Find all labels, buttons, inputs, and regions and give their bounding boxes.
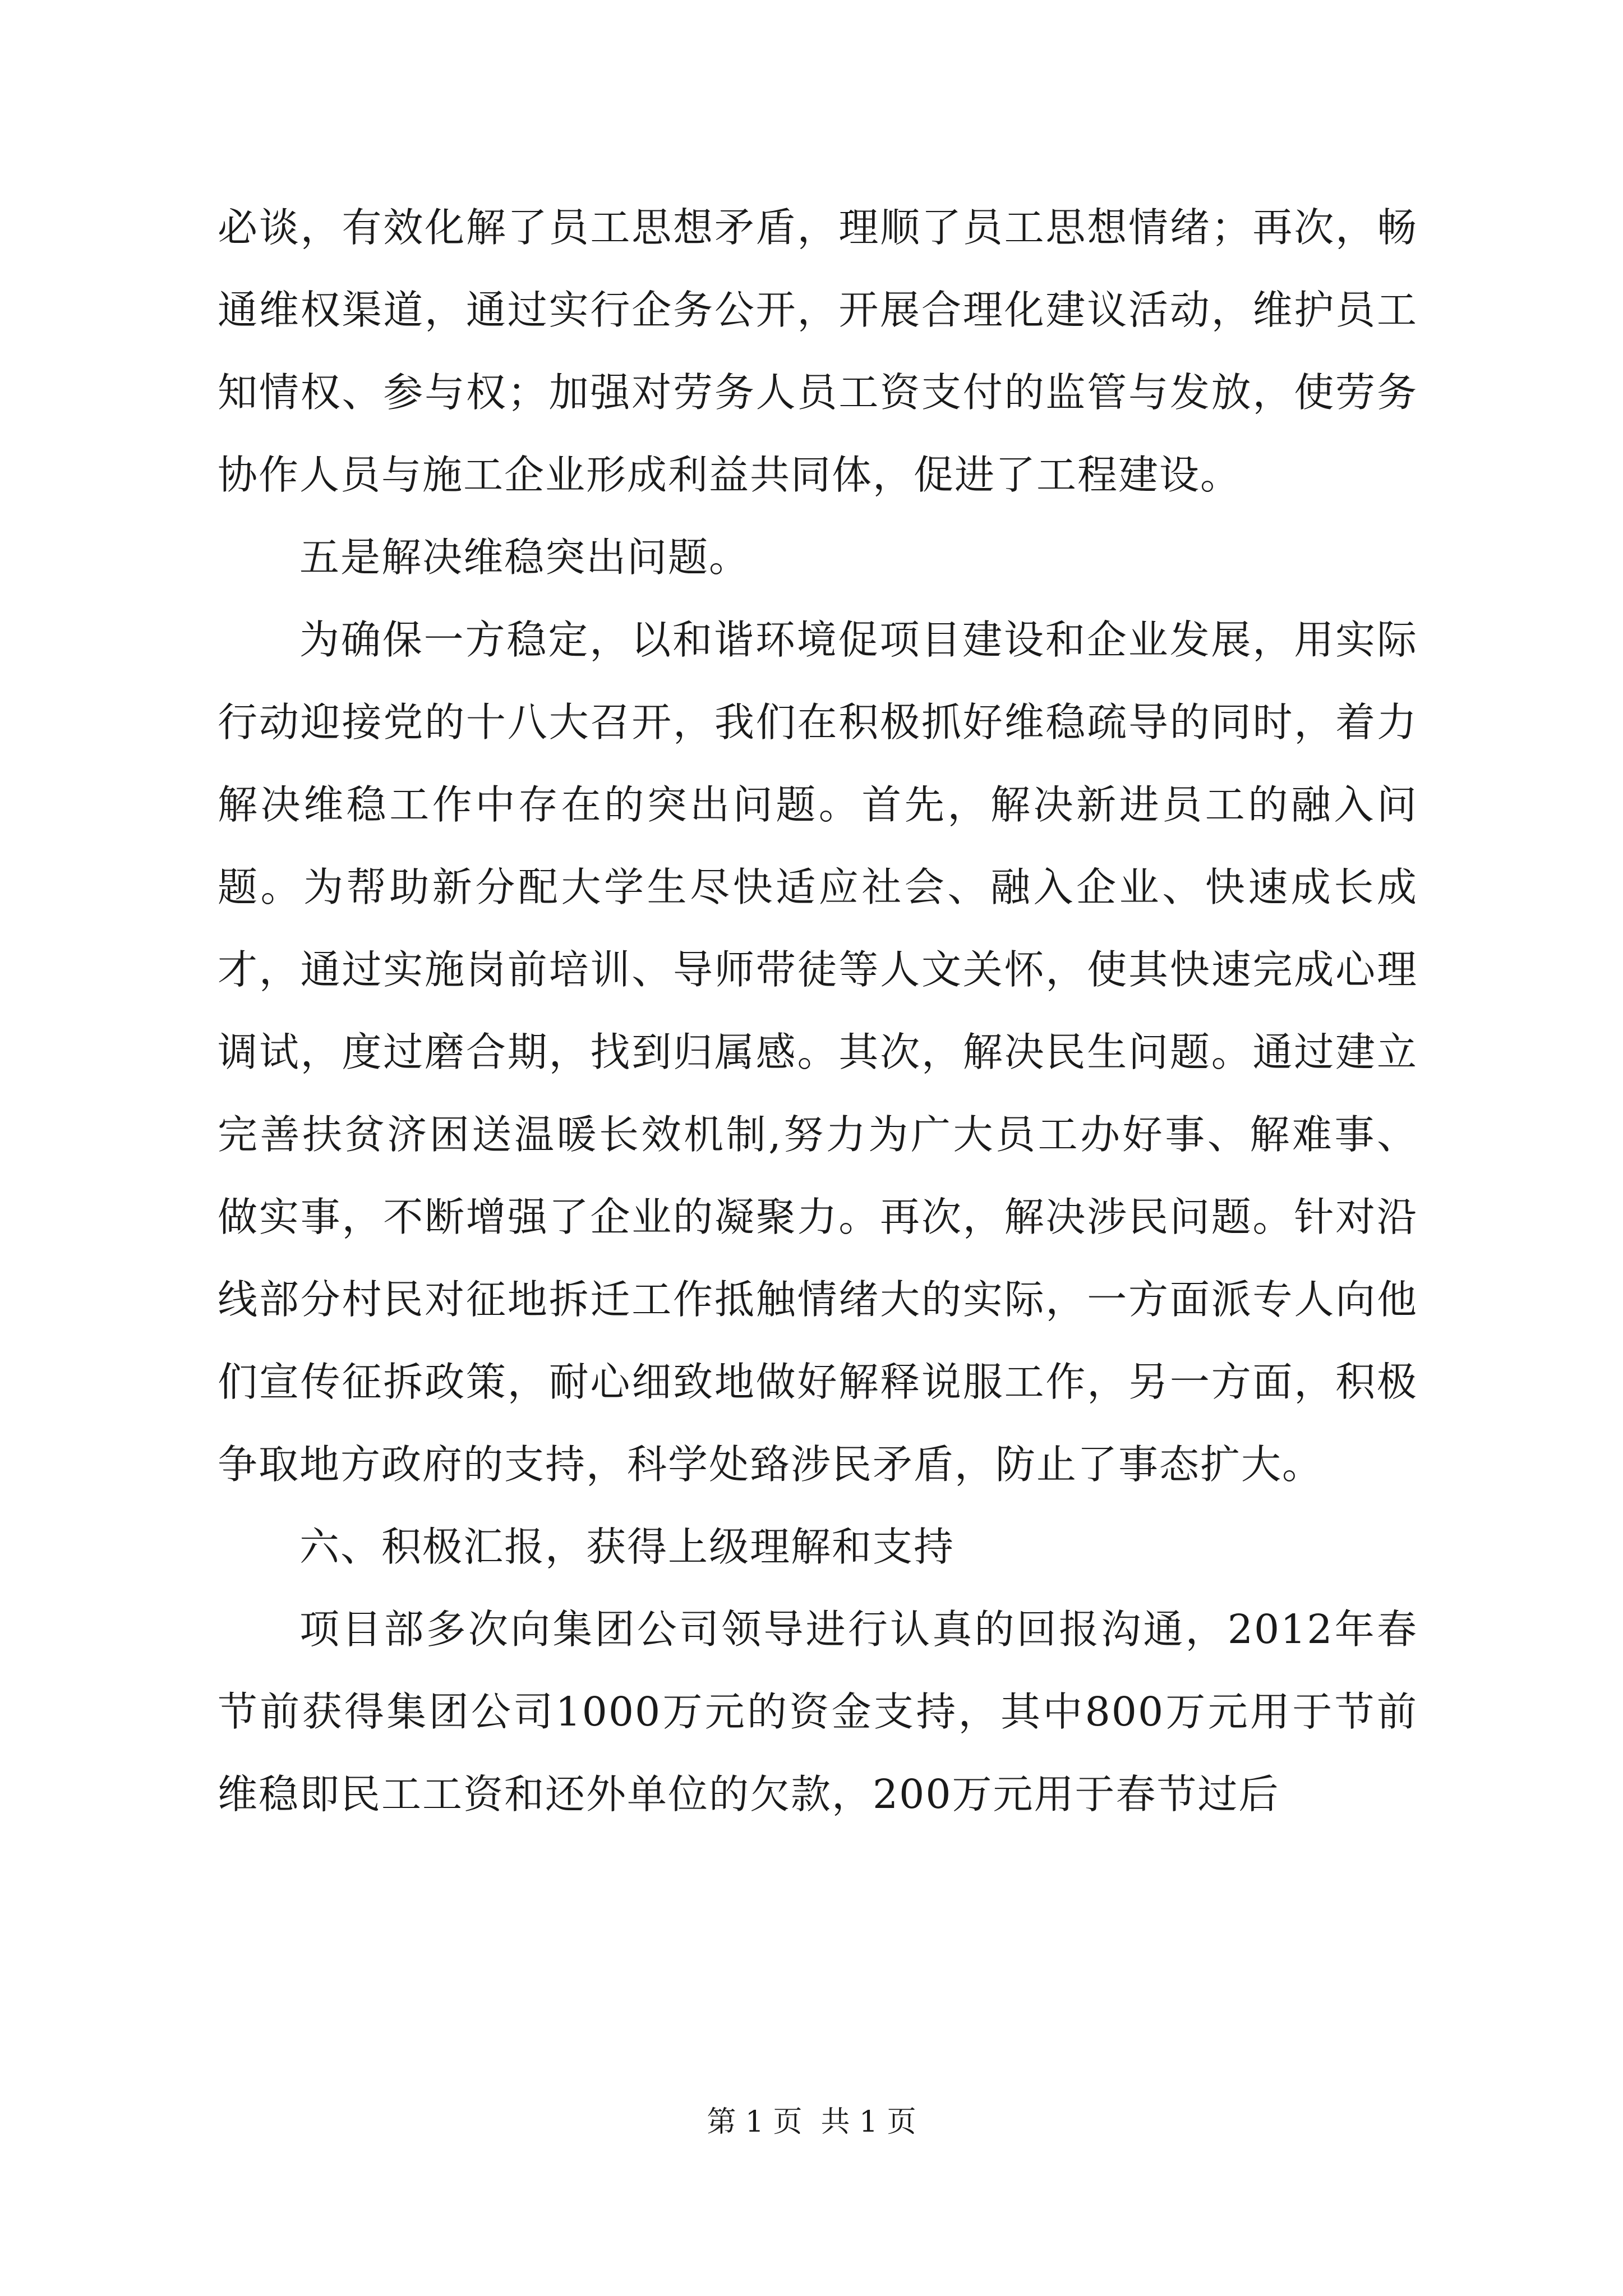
document-body [218,186,1418,1835]
paragraph-2-heading: 五是解决维稳突出问题。 [299,534,750,581]
paragraph-4-heading: 六、积极汇报，获得上级理解和支持 [299,1524,955,1570]
paragraph-5: 项目部多次向集团公司领导进行认真的回报沟通，2012年春节前获得集团公司1000万元的资金支持，其中800万元用于节前维稳即民工工资和还外单位的欠款，200万元用于春节过后 [218,1606,1418,1818]
page-number-label: 第 1 页 共 1 页 [707,2105,916,2139]
paragraph-3: 为确保一方稳定，以和谐环境促项目建设和企业发展，用实际行动迎接党的十八大召开，我们在积极抓好维稳疏导的同时，着力解决维稳工作中存在的突出问题。首先，解决新进员工的融入问题。为帮助新分配大学生尽快适应社会、融入企业、快速成长成才，通过实施岗前培训、导师带徒等人文关怀，使其快速完成心理调试，度过磨合期，找到归属感。其次，解决民生问题。通过建立完善扶贫济困送温暖长效机制,努力为广大员工办好事、解难事、做实事，不断增强了企业的凝聚力。再次，解决涉民问题。针对沿线部分村民对征地拆迁工作抵触情绪大的实际，一方面派专人向他们宣传征拆政策，耐心细致地做好解释说服工作，另一方面，积极争取地方政府的支持，科学处臵涉民矛盾，防止了事态扩大。 [218,616,1418,1488]
page-footer [0,2098,1623,2140]
paragraph-1: 必谈，有效化解了员工思想矛盾，理顺了员工思想情绪；再次，畅通维权渠道，通过实行企务公开，开展合理化建议活动，维护员工知情权、参与权；加强对劳务人员工资支付的监管与发放，使劳务协作人员与施工企业形成利益共同体，促进了工程建设。 [218,204,1418,498]
